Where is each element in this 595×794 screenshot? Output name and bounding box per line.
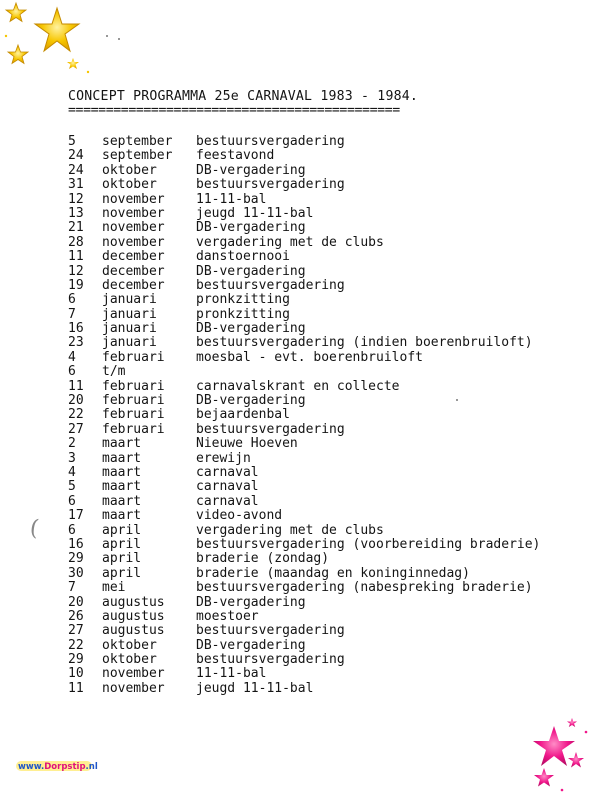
title-underline: ============================================: [68, 103, 400, 118]
schedule-month: september: [102, 134, 173, 149]
schedule-event: jeugd 11-11-bal: [196, 680, 314, 696]
schedule-month: december: [102, 277, 165, 293]
schedule-month: november: [102, 220, 165, 236]
schedule-event: video-avond: [196, 508, 283, 524]
schedule-day: 13: [68, 205, 84, 221]
schedule-day: 28: [68, 234, 84, 250]
schedule-month: november: [102, 680, 165, 696]
schedule-row: [68, 149, 588, 163]
schedule-row: [68, 236, 588, 250]
schedule-row: [68, 178, 588, 192]
schedule-event: pronkzitting: [196, 292, 290, 308]
schedule-event: moesbal - evt. boerenbruiloft: [196, 349, 423, 365]
schedule-day: 4: [68, 464, 76, 480]
schedule-month: november: [102, 205, 165, 221]
schedule-event: carnaval: [196, 464, 259, 480]
schedule-day: 6: [68, 522, 76, 538]
schedule-event: pronkzitting: [196, 306, 290, 322]
schedule-row: [68, 552, 588, 566]
paper-speck: [118, 38, 120, 40]
schedule-row: [68, 193, 588, 207]
schedule-month: maart: [102, 508, 142, 524]
star-icon: [35, 8, 79, 51]
schedule-event: bestuursvergadering (voorbereiding braderie): [196, 536, 541, 552]
schedule-row: [68, 135, 588, 149]
schedule-row: [68, 308, 588, 322]
schedule-event: carnaval: [196, 493, 259, 509]
schedule-month: april: [102, 565, 142, 581]
schedule-day: 22: [68, 637, 84, 653]
star-cluster-pink: [520, 712, 595, 794]
schedule-day: 29: [68, 652, 84, 668]
star-icon: [567, 718, 577, 727]
paper-speck: [106, 35, 108, 37]
schedule-row: [68, 581, 588, 595]
schedule-month: november: [102, 666, 165, 682]
schedule-event: vergadering met de clubs: [196, 522, 384, 538]
schedule-day: 12: [68, 191, 84, 207]
schedule-event: DB-vergadering: [196, 594, 306, 610]
schedule-month: april: [102, 522, 142, 538]
schedule-event: bestuursvergadering: [196, 134, 345, 149]
schedule-event: bestuursvergadering (nabespreking braderie): [196, 580, 533, 596]
schedule-day: 7: [68, 580, 76, 596]
star-icon: [534, 768, 554, 787]
star-cluster-gold: [0, 0, 100, 80]
schedule-month: t/m: [102, 364, 126, 380]
schedule-row: [68, 265, 588, 279]
handwritten-mark: (: [28, 515, 41, 542]
schedule-month: december: [102, 263, 165, 279]
star-icon: [568, 752, 584, 768]
schedule-day: 16: [68, 536, 84, 552]
dorpstip-logo: [16, 757, 98, 773]
schedule-row: [68, 221, 588, 235]
schedule-row: [68, 524, 588, 538]
schedule-row: [68, 452, 588, 466]
schedule-row: [68, 250, 588, 264]
star-icon: [67, 58, 79, 69]
schedule-event: feestavond: [196, 148, 275, 164]
schedule-row: [68, 207, 588, 221]
schedule-month: januari: [102, 321, 157, 337]
schedule-month: april: [102, 551, 142, 567]
schedule-month: mei: [102, 580, 126, 596]
schedule-month: februari: [102, 378, 165, 394]
schedule-day: 5: [68, 134, 76, 149]
star-icon: [6, 3, 26, 22]
schedule-day: 11: [68, 249, 84, 265]
schedule-month: maart: [102, 436, 142, 452]
schedule-day: 3: [68, 450, 76, 466]
schedule-list: [68, 135, 588, 696]
schedule-row: [68, 351, 588, 365]
schedule-row: [68, 509, 588, 523]
schedule-event: DB-vergadering: [196, 263, 306, 279]
schedule-day: 4: [68, 349, 76, 365]
schedule-event: 11-11-bal: [196, 666, 267, 682]
schedule-day: 11: [68, 378, 84, 394]
schedule-event: braderie (maandag en koninginnedag): [196, 565, 470, 581]
schedule-event: danstoernooi: [196, 249, 290, 265]
schedule-event: DB-vergadering: [196, 162, 306, 178]
schedule-event: moestoer: [196, 608, 259, 624]
schedule-row: [68, 408, 588, 422]
schedule-event: vergadering met de clubs: [196, 234, 384, 250]
schedule-day: 27: [68, 623, 84, 639]
schedule-month: februari: [102, 407, 165, 423]
schedule-row: [68, 653, 588, 667]
schedule-day: 21: [68, 220, 84, 236]
schedule-month: januari: [102, 306, 157, 322]
schedule-row: [68, 365, 588, 379]
schedule-month: maart: [102, 493, 142, 509]
schedule-row: [68, 394, 588, 408]
schedule-row: [68, 667, 588, 681]
schedule-day: 17: [68, 508, 84, 524]
schedule-month: maart: [102, 450, 142, 466]
schedule-row: [68, 293, 588, 307]
schedule-month: januari: [102, 335, 157, 351]
schedule-month: januari: [102, 292, 157, 308]
schedule-day: 19: [68, 277, 84, 293]
schedule-row: [68, 466, 588, 480]
schedule-day: 10: [68, 666, 84, 682]
schedule-month: november: [102, 234, 165, 250]
schedule-event: bestuursvergadering (indien boerenbruiloft): [196, 335, 533, 351]
schedule-row: [68, 480, 588, 494]
star-icon: [8, 45, 28, 64]
schedule-row: [68, 437, 588, 451]
schedule-day: 20: [68, 393, 84, 409]
schedule-month: februari: [102, 393, 165, 409]
schedule-day: 6: [68, 364, 76, 380]
schedule-month: april: [102, 536, 142, 552]
schedule-event: Nieuwe Hoeven: [196, 436, 298, 452]
schedule-month: oktober: [102, 637, 157, 653]
schedule-month: oktober: [102, 177, 157, 193]
schedule-event: bestuursvergadering: [196, 277, 345, 293]
schedule-day: 20: [68, 594, 84, 610]
schedule-event: DB-vergadering: [196, 637, 306, 653]
schedule-row: [68, 610, 588, 624]
schedule-row: [68, 279, 588, 293]
schedule-day: 27: [68, 421, 84, 437]
schedule-day: 26: [68, 608, 84, 624]
schedule-row: [68, 495, 588, 509]
schedule-event: braderie (zondag): [196, 551, 330, 567]
schedule-row: [68, 380, 588, 394]
schedule-day: 30: [68, 565, 84, 581]
schedule-day: 6: [68, 493, 76, 509]
schedule-day: 12: [68, 263, 84, 279]
schedule-row: [68, 682, 588, 696]
schedule-month: maart: [102, 464, 142, 480]
schedule-month: augustus: [102, 623, 165, 639]
schedule-row: [68, 596, 588, 610]
schedule-day: 29: [68, 551, 84, 567]
schedule-row: [68, 639, 588, 653]
schedule-day: 2: [68, 436, 76, 452]
schedule-row: [68, 567, 588, 581]
document-title: CONCEPT PROGRAMMA 25e CARNAVAL 1983 - 1984.: [68, 89, 419, 104]
schedule-event: 11-11-bal: [196, 191, 267, 207]
schedule-month: augustus: [102, 594, 165, 610]
schedule-day: 5: [68, 479, 76, 495]
schedule-row: [68, 538, 588, 552]
schedule-month: maart: [102, 479, 142, 495]
schedule-month: augustus: [102, 608, 165, 624]
schedule-month: februari: [102, 349, 165, 365]
schedule-day: 22: [68, 407, 84, 423]
schedule-month: oktober: [102, 652, 157, 668]
schedule-month: november: [102, 191, 165, 207]
schedule-day: 16: [68, 321, 84, 337]
schedule-day: 7: [68, 306, 76, 322]
schedule-month: februari: [102, 421, 165, 437]
schedule-month: oktober: [102, 162, 157, 178]
schedule-day: 11: [68, 680, 84, 696]
schedule-event: jeugd 11-11-bal: [196, 205, 314, 221]
schedule-event: bestuursvergadering: [196, 623, 345, 639]
schedule-month: september: [102, 148, 173, 164]
schedule-event: DB-vergadering: [196, 393, 306, 409]
schedule-row: [68, 164, 588, 178]
schedule-row: [68, 624, 588, 638]
schedule-event: carnavalskrant en collecte: [196, 378, 400, 394]
schedule-day: 24: [68, 148, 84, 164]
schedule-day: 23: [68, 335, 84, 351]
schedule-row: [68, 423, 588, 437]
schedule-row: [68, 336, 588, 350]
schedule-event: bestuursvergadering: [196, 652, 345, 668]
schedule-event: DB-vergadering: [196, 220, 306, 236]
schedule-event: bestuursvergadering: [196, 421, 345, 437]
schedule-day: 24: [68, 162, 84, 178]
schedule-event: bejaardenbal: [196, 407, 290, 423]
star-icon: [533, 726, 575, 766]
schedule-event: erewijn: [196, 450, 251, 466]
svg-text:www.Dorpstip.nl: www.Dorpstip.nl: [18, 762, 98, 772]
schedule-event: bestuursvergadering: [196, 177, 345, 193]
schedule-event: carnaval: [196, 479, 259, 495]
schedule-day: 6: [68, 292, 76, 308]
schedule-row: [68, 322, 588, 336]
schedule-day: 31: [68, 177, 84, 193]
schedule-month: december: [102, 249, 165, 265]
schedule-event: DB-vergadering: [196, 321, 306, 337]
